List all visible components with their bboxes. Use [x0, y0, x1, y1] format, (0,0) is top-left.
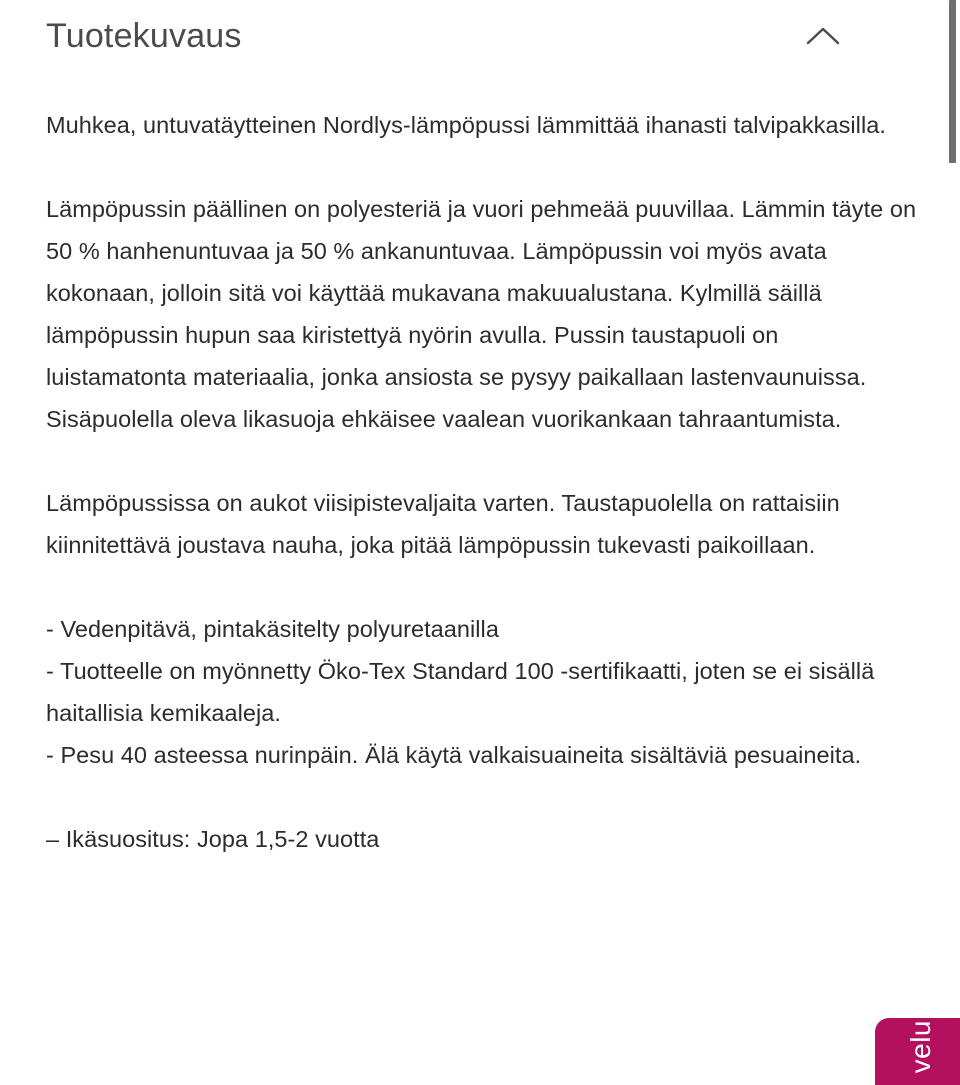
- scrollbar-thumb[interactable]: [949, 0, 956, 163]
- list-item: - Tuotteelle on myönnetty Öko-Tex Standard 100 -sertifikaatti, joten se ei sisällä haitallisia kemikaaleja.: [46, 658, 875, 726]
- customer-service-tab-label: velu: [904, 1020, 936, 1074]
- chevron-up-icon: [806, 26, 840, 46]
- age-recommendation: – Ikäsuositus: Jopa 1,5-2 vuotta: [46, 826, 380, 852]
- description-paragraph: Muhkea, untuvatäytteinen Nordlys-lämpöpussi lämmittää ihanasti talvipakkasilla.: [46, 112, 886, 138]
- description-body: [46, 104, 924, 884]
- list-item: - Pesu 40 asteessa nurinpäin. Älä käytä valkaisuaineita sisältäviä pesuaineita.: [46, 742, 862, 768]
- feature-list: [46, 608, 924, 776]
- customer-service-tab[interactable]: [875, 1018, 960, 1085]
- description-paragraph: Lämpöpussin päällinen on polyesteriä ja vuori pehmeää puuvillaa. Lämmin täyte on 50 % hanhenuntuvaa ja 50 % ankanuntuvaa. Lämpöpussin voi myös avata kokonaan, jolloin sitä voi käyttää mukavana makuualustana. Kylmillä säillä lämpöpussin hupun saa kiristettyä nyörin avulla. Pussin taustapuoli on luistamatonta materiaalia, jonka ansiosta se pysyy paikallaan lastenvaunuissa. Sisäpuolella oleva likasuoja ehkäisee vaalean vuorikankaan tahraantumista.: [46, 196, 917, 432]
- page-title: Tuotekuvaus: [46, 17, 242, 55]
- description-paragraph: Lämpöpussissa on aukot viisipistevaljaita varten. Taustapuolella on rattaisiin kiinnitettävä joustava nauha, joka pitää lämpöpussin tukevasti paikoillaan.: [46, 490, 840, 558]
- accordion-header[interactable]: [46, 8, 846, 64]
- accordion-toggle-button[interactable]: [800, 13, 846, 59]
- page-scrollbar[interactable]: [944, 0, 960, 1085]
- list-item: - Vedenpitävä, pintakäsitelty polyuretaanilla: [46, 616, 499, 642]
